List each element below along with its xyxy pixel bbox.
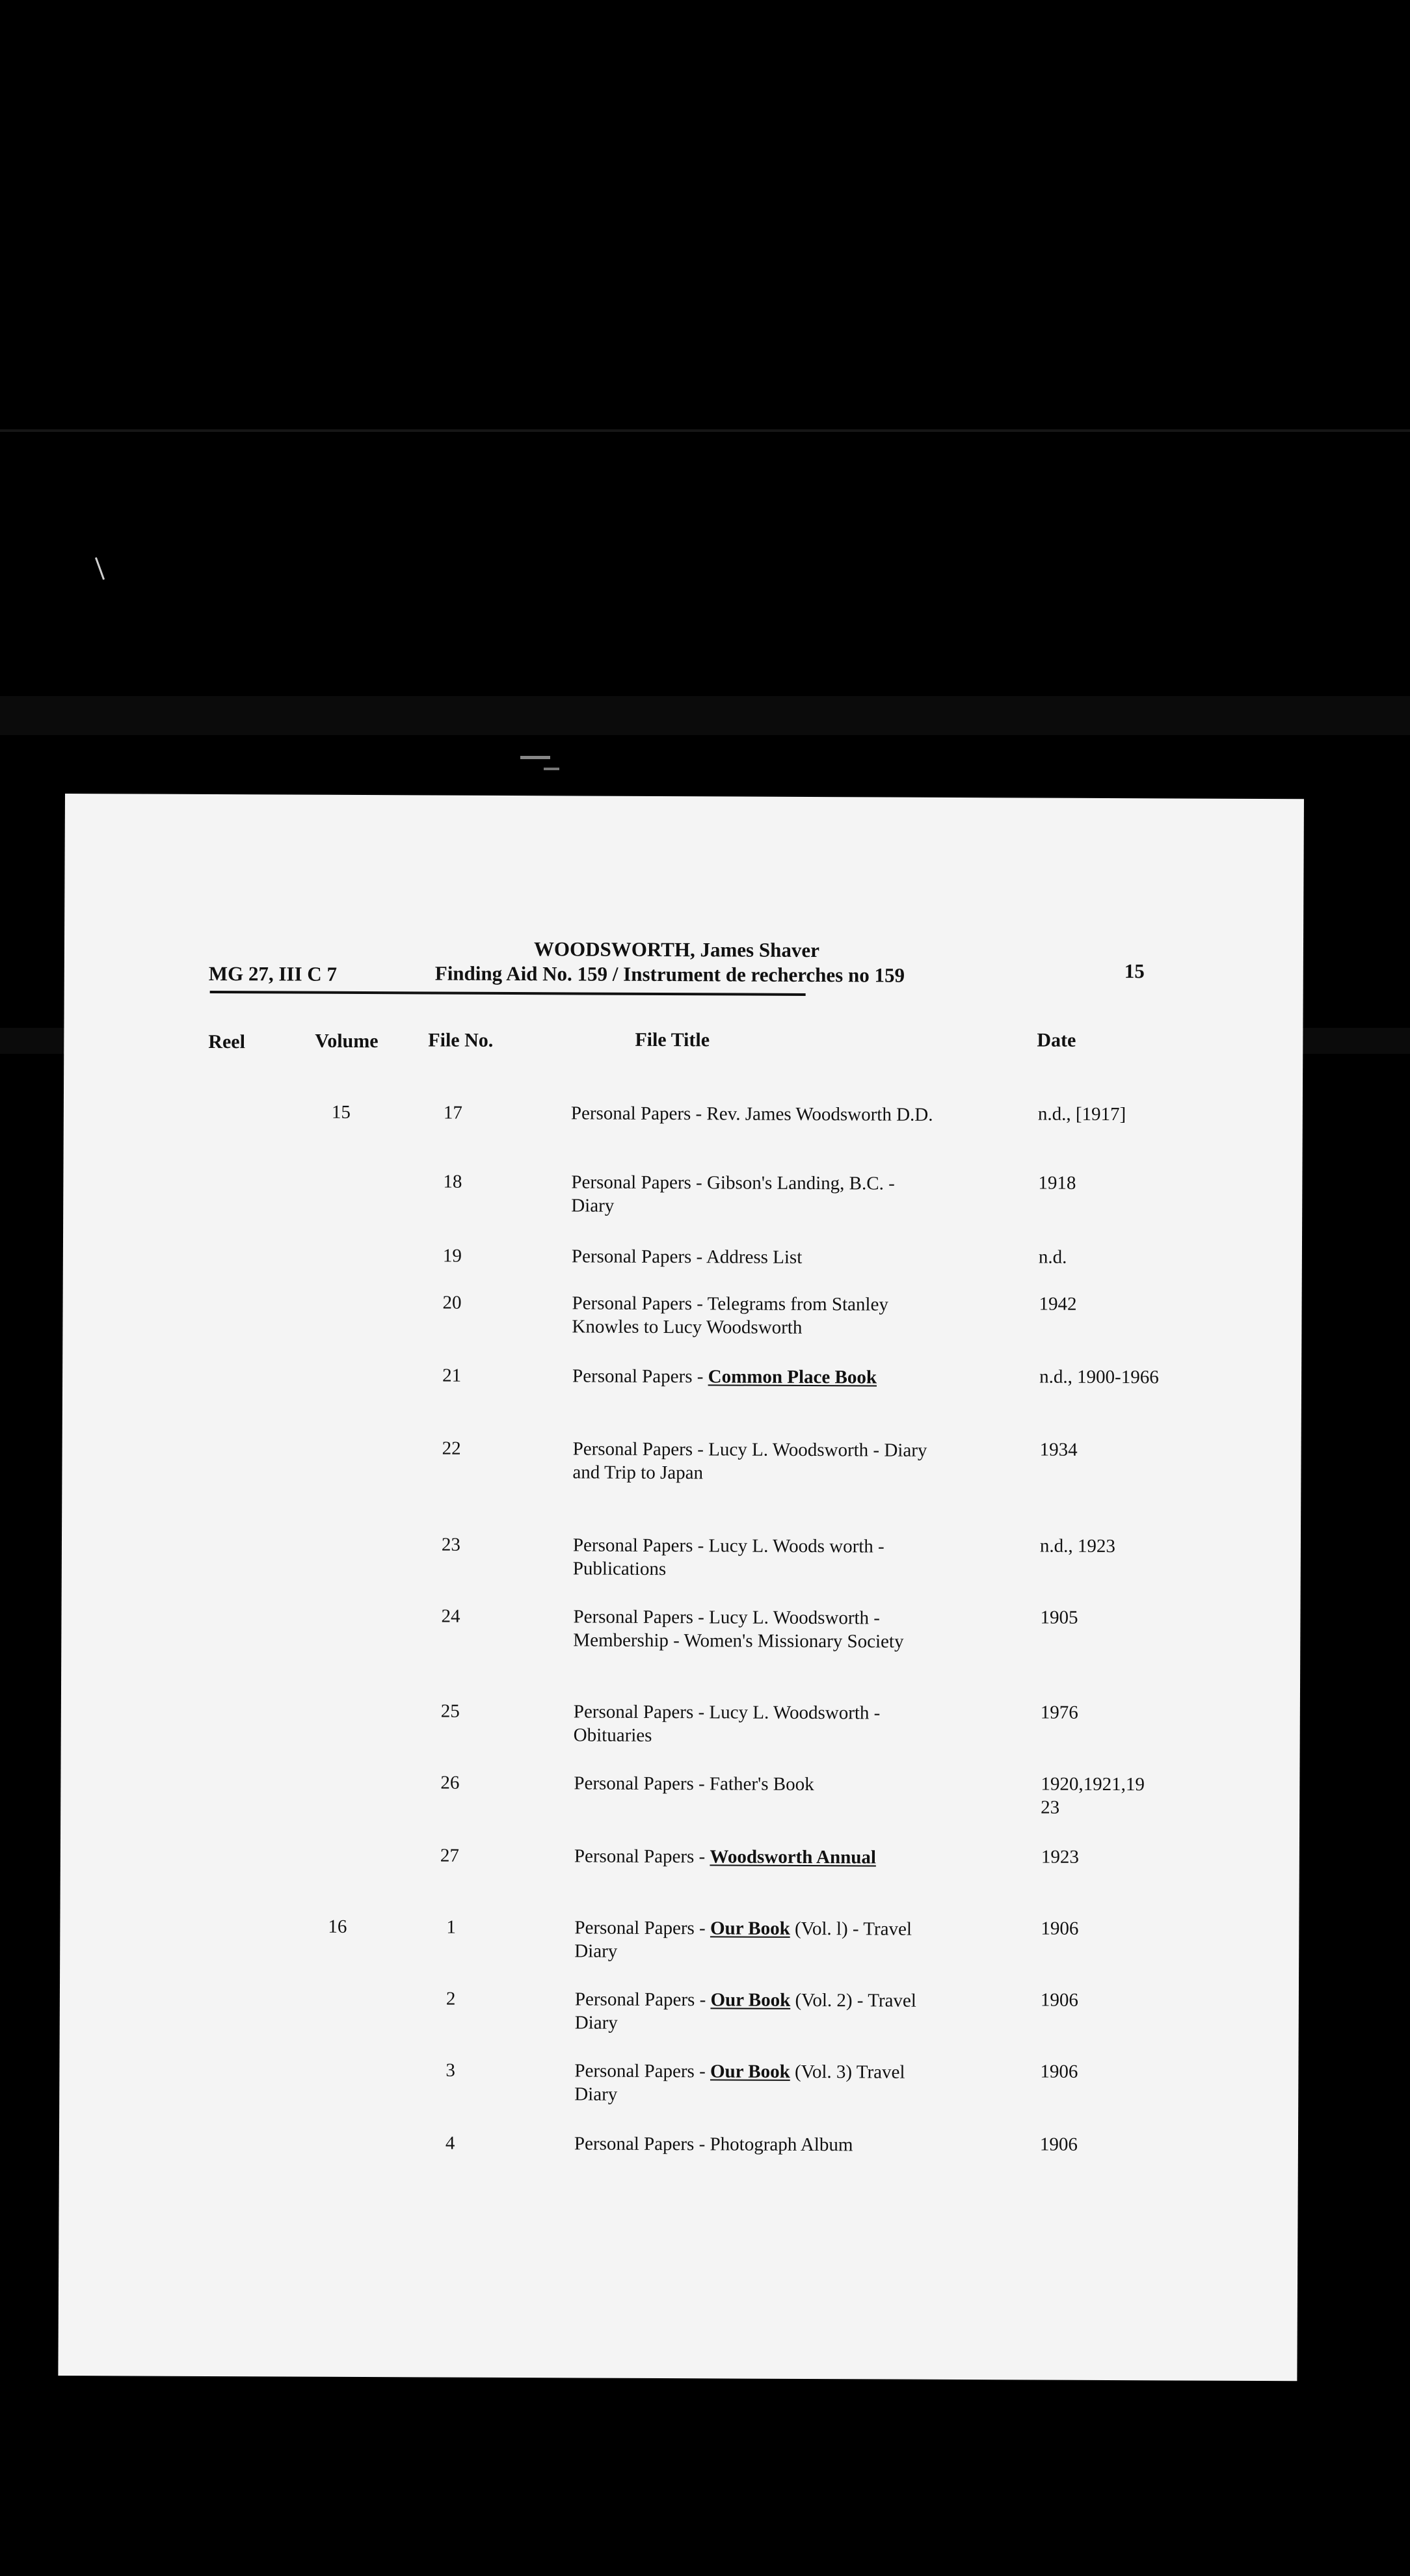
file-date: n.d., 1900-1966 — [1039, 1366, 1159, 1388]
title-text: (Vol. 2) - Travel Diary — [574, 1989, 916, 2033]
file-date: n.d., 1923 — [1039, 1535, 1116, 1557]
page-number: 15 — [1124, 959, 1145, 983]
file-number: 21 — [442, 1365, 462, 1386]
file-date: 1906 — [1041, 1918, 1079, 1939]
file-date: 1906 — [1040, 1989, 1078, 2011]
volume-number: 16 — [328, 1916, 347, 1937]
underlined-title: Our Book — [710, 1989, 791, 2011]
underlined-title: Woodsworth Annual — [710, 1846, 876, 1868]
file-date: n.d., [1917] — [1037, 1103, 1126, 1125]
file-number: 27 — [440, 1845, 459, 1866]
file-title — [575, 1987, 939, 2035]
title-text: Personal Papers - Lucy L. Woodsworth - Membership - Women's Missionary Society — [573, 1606, 904, 1652]
file-number: 23 — [441, 1534, 461, 1555]
file-date: 1942 — [1039, 1293, 1077, 1315]
scan-band — [0, 429, 1410, 432]
title-text: (Vol. l) - Travel Diary — [574, 1918, 912, 1962]
column-header-file-no: File No. — [428, 1029, 494, 1051]
scan-band — [0, 696, 1410, 735]
scan-speck — [544, 768, 559, 770]
finding-aid-label: Finding Aid No. 159 / Instrument de recherches no 159 — [434, 961, 905, 987]
column-header-date: Date — [1037, 1029, 1076, 1051]
column-header-reel: Reel — [208, 1030, 246, 1053]
file-title — [572, 1244, 936, 1269]
volume-number: 15 — [331, 1101, 351, 1123]
file-title — [573, 1533, 937, 1581]
mg-reference: MG 27, III C 7 — [208, 961, 338, 986]
underlined-title: Our Book — [710, 1918, 790, 1939]
file-date: 1918 — [1038, 1172, 1076, 1194]
file-title — [574, 1916, 938, 1964]
document-page — [58, 794, 1304, 2381]
title-text: Personal Papers - Lucy L. Woodsworth - Diary and Trip to Japan — [572, 1438, 927, 1484]
file-date: 1906 — [1039, 2134, 1078, 2155]
file-number: 20 — [442, 1292, 462, 1313]
file-title — [571, 1101, 935, 1126]
file-date: 1905 — [1040, 1607, 1078, 1628]
title-text: Personal Papers - Address List — [571, 1246, 803, 1268]
header-rule — [210, 991, 806, 996]
column-header-file-title: File Title — [635, 1028, 710, 1051]
title-text: (Vol. 3) Travel Diary — [574, 2061, 905, 2105]
file-date: n.d. — [1038, 1246, 1067, 1268]
file-title — [573, 1605, 937, 1653]
file-title — [574, 2132, 938, 2156]
scan-speck — [520, 756, 550, 759]
file-title — [574, 2059, 938, 2107]
file-number: 19 — [442, 1245, 462, 1267]
file-number: 24 — [441, 1605, 460, 1627]
file-date: 1923 — [1041, 1846, 1079, 1868]
file-title — [572, 1437, 937, 1485]
file-number: 22 — [442, 1438, 461, 1459]
file-number: 17 — [443, 1102, 462, 1123]
underlined-title: Common Place Book — [708, 1366, 877, 1388]
file-number: 1 — [446, 1916, 456, 1938]
title-text: Personal Papers - — [574, 1917, 711, 1939]
title-text: Personal Papers - Lucy L. Woodsworth - Obituaries — [573, 1701, 881, 1746]
file-date: 1976 — [1040, 1702, 1078, 1723]
file-date: 1920,1921,19 23 — [1041, 1773, 1145, 1818]
file-title — [574, 1844, 938, 1869]
title-text: Personal Papers - Telegrams from Stanley Knowles to Lucy Woodsworth — [572, 1293, 888, 1338]
title-text: Personal Papers - — [574, 1845, 710, 1868]
file-number: 18 — [443, 1171, 462, 1192]
title-text: Personal Papers - Gibson's Landing, B.C. - Diary — [571, 1172, 895, 1216]
scan-speck — [95, 557, 105, 580]
column-header-volume: Volume — [315, 1030, 379, 1053]
title-text: Personal Papers - Rev. James Woodsworth D.D. — [570, 1103, 933, 1125]
underlined-title: Our Book — [710, 2061, 790, 2082]
file-number: 2 — [446, 1988, 456, 2009]
file-number: 25 — [440, 1700, 460, 1722]
file-title — [572, 1364, 937, 1389]
title-text: Personal Papers - — [572, 1365, 708, 1388]
title-text: Personal Papers - Lucy L. Woods worth - Publications — [572, 1535, 885, 1580]
title-text: Personal Papers - — [574, 1989, 711, 2011]
file-title — [574, 1771, 938, 1796]
title-text: Personal Papers - Father's Book — [574, 1773, 814, 1795]
file-title — [572, 1291, 936, 1339]
file-title — [574, 1700, 938, 1748]
collection-title: WOODSWORTH, James Shaver — [533, 937, 819, 962]
file-number: 3 — [446, 2059, 456, 2081]
file-number: 26 — [440, 1772, 460, 1793]
file-number: 4 — [445, 2132, 455, 2154]
file-date: 1934 — [1039, 1439, 1078, 1460]
file-date: 1906 — [1040, 2061, 1078, 2082]
file-title — [571, 1170, 935, 1218]
title-text: Personal Papers - — [574, 2060, 711, 2082]
title-text: Personal Papers - Photograph Album — [574, 2133, 853, 2156]
